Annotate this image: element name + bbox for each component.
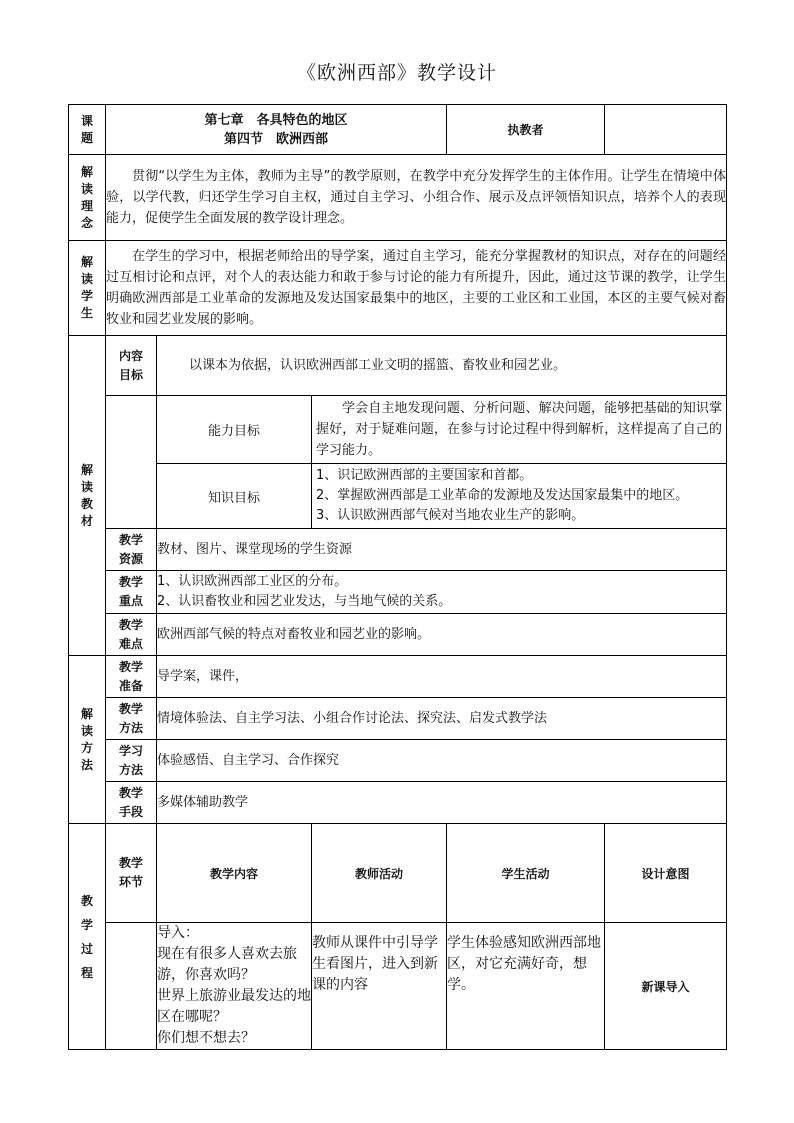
resources-label: 教学 资源 — [106, 529, 157, 571]
difficulty-label: 教学 难点 — [106, 614, 157, 656]
knowledge-item: 3、认识欧洲西部气候对当地农业生产的影响。 — [316, 508, 585, 523]
topic-row — [69, 105, 727, 155]
intent-cell: 新课导入 — [605, 923, 727, 1050]
difficulty-row — [69, 614, 727, 656]
column-header: 教学内容 — [157, 824, 312, 923]
ability-label: 能力目标 — [157, 396, 312, 464]
content-line: 导入： — [157, 925, 199, 941]
knowledge-label: 知识目标 — [157, 464, 312, 529]
process-row — [69, 923, 727, 1050]
column-header: 教师活动 — [312, 824, 447, 923]
difficulty-text: 欧洲西部气候的特点对畜牧业和园艺业的影响。 — [157, 614, 727, 656]
concept-text: 贯彻“以学生为主体，教师为主导”的教学原则，在教学中充分发挥学生的主体作用。让学生在情境中体验，以学代教，归还学生学习自主权，通过自主学习、小组合作、展示及点评领悟知识点，培养个人的表现能力，促使学生全面发展的教学设计理念。 — [106, 155, 727, 241]
key-point-item: 1、认识欧洲西部工业区的分布。 — [157, 574, 348, 589]
topic-cell — [106, 105, 447, 155]
section-title: 第四节 欧洲西部 — [224, 131, 329, 147]
methods-label: 解 读 方 法 — [69, 656, 106, 824]
learn-method-label: 学习 方法 — [106, 740, 157, 782]
resources-row — [69, 529, 727, 571]
students-label: 解 读 学 生 — [69, 241, 106, 336]
lesson-plan-table — [68, 104, 727, 1050]
prep-row — [69, 656, 727, 698]
concept-label: 解 读 理 念 — [69, 155, 106, 241]
process-label: 教 学 过 程 — [69, 824, 106, 1050]
teach-method-label: 教学 方法 — [106, 698, 157, 740]
prep-label: 教学 准备 — [106, 656, 157, 698]
content-goal-text: 以课本为依据，认识欧洲西部工业文明的摇篮、畜牧业和园艺业。 — [157, 336, 727, 396]
ability-goal-row — [69, 396, 727, 464]
ability-text: 学会自主地发现问题、分析问题、解决问题，能够把基础的知识掌握好，对于疑难问题，在参与讨论过程中得到解析，这样提高了自己的学习能力。 — [312, 396, 727, 464]
concept-row — [69, 155, 727, 241]
learn-method-row — [69, 740, 727, 782]
content-cell — [157, 923, 312, 1050]
teacher-value — [605, 105, 727, 155]
knowledge-list — [312, 464, 727, 529]
students-row — [69, 241, 727, 336]
topic-label: 课 题 — [69, 105, 106, 155]
content-line: 世界上旅游业最发达的地区在哪呢？ — [157, 988, 311, 1025]
student-activity-cell: 学生体验感知欧洲西部地区，对它充满好奇，想学。 — [447, 923, 605, 1050]
step-cell — [106, 923, 157, 1050]
teach-method-text: 情境体验法、自主学习法、小组合作讨论法、探究法、启发式教学法 — [157, 698, 727, 740]
key-points-list — [157, 571, 727, 614]
prep-text: 导学案，课件， — [157, 656, 727, 698]
chapter-title: 第七章 各具特色的地区 — [204, 112, 348, 128]
content-line: 你们想不想去？ — [157, 1030, 255, 1046]
knowledge-item: 2、掌握欧洲西部是工业革命的发源地及发达国家最集中的地区。 — [316, 488, 689, 503]
key-points-label: 教学 重点 — [106, 571, 157, 614]
teach-method-row — [69, 698, 727, 740]
column-header: 学生活动 — [447, 824, 605, 923]
learn-method-text: 体验感悟、自主学习、合作探究 — [157, 740, 727, 782]
knowledge-goal-row — [69, 464, 727, 529]
means-label: 教学 手段 — [106, 782, 157, 824]
goal-blank-cell — [106, 396, 157, 529]
resources-text: 教材、图片、课堂现场的学生资源 — [157, 529, 727, 571]
process-header-row — [69, 824, 727, 923]
step-label: 教学 环节 — [106, 824, 157, 923]
materials-label: 解 读 教 材 — [69, 336, 106, 656]
page-title: 《欧洲西部》教学设计 — [296, 62, 497, 84]
key-point-item: 2、认识畜牧业和园艺业发达，与当地气候的关系。 — [157, 594, 452, 609]
knowledge-item: 1、识记欧洲西部的主要国家和首都。 — [316, 468, 533, 483]
content-goal-row — [69, 336, 727, 396]
students-text: 在学生的学习中，根据老师给出的导学案，通过自主学习，能充分掌握教材的知识点，对存在的问题经过互相讨论和点评，对个人的表达能力和敢于参与讨论的能力有所提升，因此，通过这节课的教学，让学生明确欧洲西部是工业革命的发源地及发达国家最集中的地区，主要的工业区和工业国，本区的主要气候对畜牧业和园艺业发展的影响。 — [106, 241, 727, 336]
teacher-label: 执教者 — [447, 105, 605, 155]
content-line: 现在有很多人喜欢去旅游，你喜欢吗？ — [157, 946, 297, 983]
teacher-activity-cell: 教师从课件中引导学生看图片，进入到新课的内容 — [312, 923, 447, 1050]
means-row — [69, 782, 727, 824]
content-goal-label: 内容 目标 — [106, 336, 157, 396]
key-points-row — [69, 571, 727, 614]
column-header: 设计意图 — [605, 824, 727, 923]
means-text: 多媒体辅助教学 — [157, 782, 727, 824]
